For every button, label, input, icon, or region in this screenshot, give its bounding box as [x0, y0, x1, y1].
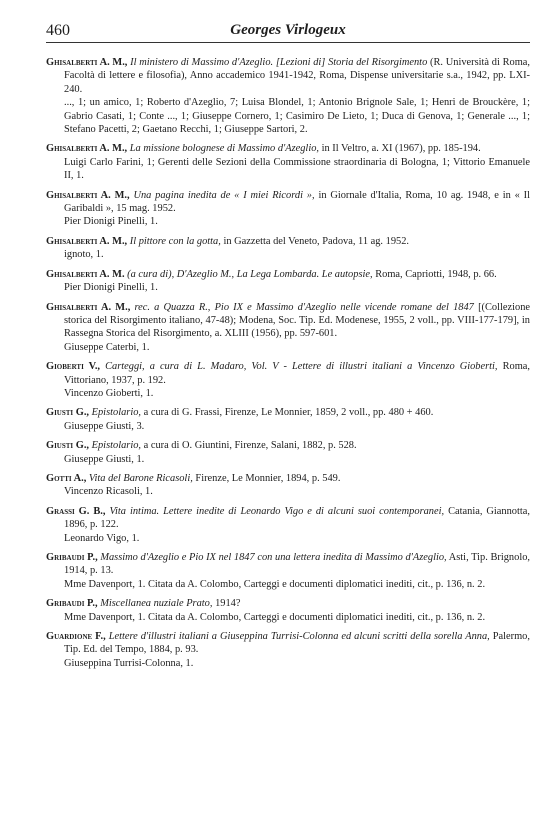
entry-title: Il pittore con la gotta,	[129, 235, 221, 247]
entry-reference	[46, 189, 530, 216]
entry-author: Ghisalberti A. M.,	[46, 143, 128, 155]
entry-index: Giuseppe Giusti, 3.	[64, 420, 145, 432]
entry-details: Asti, Tip. Brignolo, 1914, p. 13.	[64, 552, 530, 577]
page-header	[46, 22, 530, 44]
entry-title: Il ministero di Massimo d'Azeglio. [Lezioni di] Storia del Risorgimento	[130, 57, 428, 68]
running-title: Georges Virlogeux	[230, 22, 346, 38]
entry-author: Gioberti V.,	[46, 361, 101, 373]
entry-title: Epistolario,	[91, 407, 142, 419]
entry-title: Carteggi, a cura di L. Madaro, Vol. V - Lettere di illustri italiani a Vincenzo Gioberti,	[105, 361, 498, 373]
entry-author: Ghisalberti A. M.,	[46, 57, 128, 68]
bibliography-entry	[46, 301, 530, 355]
entry-author: Ghisalberti A. M.,	[46, 235, 128, 247]
entry-details: Firenze, Le Monnier, 1894, p. 549.	[195, 472, 341, 484]
entry-reference	[46, 551, 530, 578]
entry-author: Ghisalberti A. M.,	[46, 189, 130, 201]
entry-reference	[46, 301, 530, 341]
entry-details: a cura di G. Frassi, Firenze, Le Monnier, 1859, 2 voll., pp. 480 + 460.	[143, 407, 434, 419]
entry-author: Ghisalberti A. M.	[46, 268, 125, 280]
entry-index: Mme Davenport, 1. Citata da A. Colombo, Carteggi e documenti diplomatici inediti, cit., p. 136, n. 2.	[64, 611, 486, 623]
entry-details: a cura di O. Giuntini, Firenze, Salani, 1882, p. 528.	[143, 440, 357, 452]
entry-details: Roma, Capriotti, 1948, p. 66.	[375, 268, 497, 280]
entry-author: Guardione F.,	[46, 631, 106, 643]
entry-details: in Gazzetta del Veneto, Padova, 11 ag. 1952.	[223, 235, 410, 247]
entry-index: ignoto, 1.	[64, 249, 104, 261]
entry-index: Vincenzo Ricasoli, 1.	[64, 486, 153, 498]
entry-author: Gribaudi P.,	[46, 552, 98, 563]
entry-reference	[46, 268, 530, 281]
bibliography-entry	[46, 406, 530, 433]
entry-details: in Giornale d'Italia, Roma, 10 ag. 1948, e in « Il Garibaldi », 15 mag. 1952.	[64, 189, 530, 215]
bibliography-entry	[46, 360, 530, 400]
entry-index: Pier Dionigi Pinelli, 1.	[64, 282, 158, 294]
bibliography-entry	[46, 268, 530, 295]
entry-details: in Il Veltro, a. XI (1967), pp. 185-194.	[321, 143, 481, 155]
entry-title: Miscellanea nuziale Prato,	[100, 598, 213, 610]
entry-title: (a cura di), D'Azeglio M., La Lega Lombarda. Le autopsie,	[127, 268, 373, 280]
entry-reference	[46, 472, 530, 485]
entry-author: Gotti A.,	[46, 472, 87, 484]
bibliography-entry	[46, 472, 530, 499]
entry-author: Giusti G.,	[46, 440, 90, 452]
entry-reference	[46, 235, 530, 248]
entry-title: Massimo d'Azeglio e Pio IX nel 1847 con una lettera inedita di Massimo d'Azeglio,	[100, 552, 447, 563]
bibliography-entry	[46, 56, 530, 136]
entry-title: La missione bolognese di Massimo d'Azeglio,	[129, 143, 319, 155]
entry-title: Epistolario,	[91, 440, 142, 452]
entry-reference	[46, 597, 530, 610]
entry-index: Giuseppe Giusti, 1.	[64, 453, 145, 465]
entry-details: Catania, Giannotta, 1896, p. 122.	[64, 505, 530, 531]
entry-index: Vincenzo Gioberti, 1.	[64, 387, 154, 399]
bibliography-entry	[46, 189, 530, 229]
entry-reference	[46, 406, 530, 419]
entry-title: Lettere d'illustri italiani a Giuseppina Turrisi-Colonna ed alcuni scritti della sorella Anna,	[108, 631, 490, 643]
entry-title: Una pagina inedita de « I miei Ricordi »,	[133, 189, 315, 201]
bibliography-entry	[46, 551, 530, 591]
header-rule	[46, 42, 530, 43]
page-number: 460	[46, 22, 70, 39]
entry-title: Vita del Barone Ricasoli,	[88, 472, 193, 484]
entry-details: Roma, Vittoriano, 1937, p. 192.	[64, 361, 531, 386]
entry-reference	[46, 142, 530, 155]
entry-reference	[46, 630, 530, 657]
entry-author: Gribaudi P.,	[46, 598, 98, 610]
entry-author: Giusti G.,	[46, 407, 90, 419]
entry-reference	[46, 56, 530, 96]
entry-details: (R. Università di Roma, Facoltà di lettere e filosofia), Anno accademico 1941-1942, Roma, Dispense universitarie s.a., 1942, pp. LXI-240.	[64, 57, 530, 95]
entry-index: ..., 1; un amico, 1; Roberto d'Azeglio, 7; Luisa Blondel, 1; Antonio Brignole Sale, 1; Henri de Brouckère, 1; Gabrio Casati, 1; Conte ..., 1; Giuseppe Cornero, 1; Casimiro De Lieto, 1; Duca di Genova, 1; Generale ..., 1; Stefano Pacetti, 2; Gaetano Recchi, 1; Giuseppe Sartori, 2.	[64, 97, 530, 136]
entry-title: Vita intima. Lettere inedite di Leonardo Vigo e di alcuni suoi contemporanei,	[109, 505, 445, 517]
bibliography-entry	[46, 505, 530, 545]
entry-author: Ghisalberti A. M.,	[46, 301, 131, 313]
bibliography-entry	[46, 597, 530, 624]
entry-details: Palermo, Tip. Ed. del Tempo, 1884, p. 93.	[64, 631, 530, 656]
entry-details: [(Collezione storica del Risorgimento italiano, 47-48); Modena, Soc. Tip. Ed. Modenese, 1955, 2 voll., pp. VIII-177-179], in Rassegna Storica del Risorgimento, a. XLIII (1956), pp. 597-601.	[64, 301, 530, 340]
entry-reference	[46, 360, 530, 387]
entry-reference	[46, 505, 530, 532]
entry-index: Leonardo Vigo, 1.	[64, 532, 140, 544]
bibliography-entry	[46, 630, 530, 670]
entry-index: Pier Dionigi Pinelli, 1.	[64, 216, 158, 228]
bibliography-list	[46, 56, 530, 670]
entry-author: Grassi G. B.,	[46, 505, 106, 517]
entry-index: Luigi Carlo Farini, 1; Gerenti delle Sezioni della Commissione straordinaria di Bologna, 1; Vittorio Emanuele II, 1.	[64, 156, 530, 182]
entry-index: Giuseppina Turrisi-Colonna, 1.	[64, 657, 194, 669]
bibliography-entry	[46, 235, 530, 262]
entry-index: Mme Davenport, 1. Citata da A. Colombo, Carteggi e documenti diplomatici inediti, cit., p. 136, n. 2.	[64, 578, 486, 590]
entry-index: Giuseppe Caterbi, 1.	[64, 341, 150, 353]
entry-title: rec. a Quazza R., Pio IX e Massimo d'Azeglio nelle vicende romane del 1847	[134, 301, 474, 313]
bibliography-entry	[46, 439, 530, 466]
bibliography-entry	[46, 142, 530, 182]
entry-details: 1914?	[215, 598, 241, 610]
entry-reference	[46, 439, 530, 452]
